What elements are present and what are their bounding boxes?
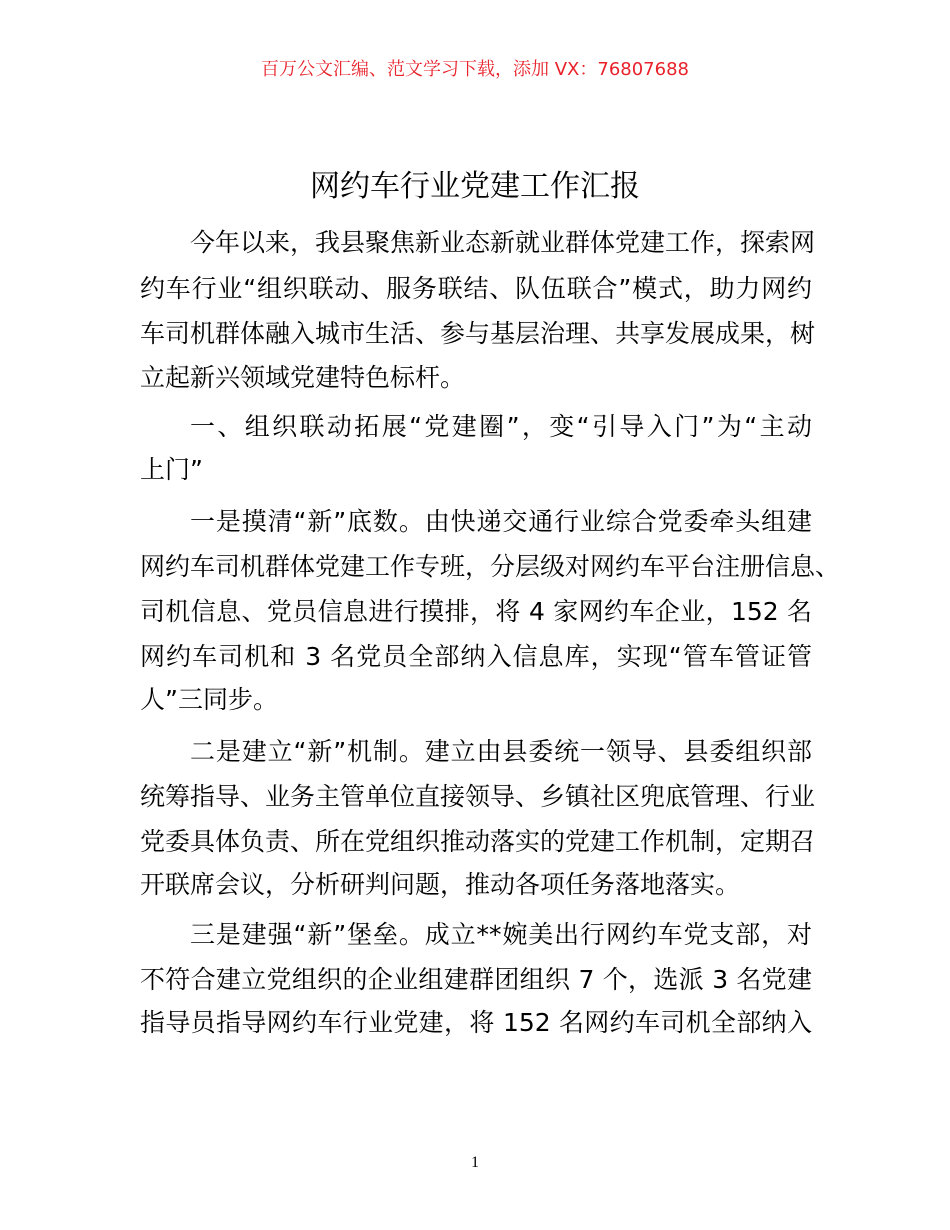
text-line: 一、组织联动拓展“党建圈”，变“引导入门”为“主动 — [190, 412, 812, 441]
text-line: 司机信息、党员信息进行摸排，将 4 家网约车企业，152 名 — [140, 597, 812, 626]
text-line: 上门” — [140, 455, 203, 484]
document-title: 网约车行业党建工作汇报 — [310, 169, 640, 204]
text-line: 一是摸清“新”底数。由快递交通行业综合党委牵头组建 — [190, 507, 812, 536]
text-line: 不符合建立党组织的企业组建群团组织 7 个，选派 3 名党建 — [140, 965, 812, 994]
text-line: 车司机群体融入城市生活、参与基层治理、共享发展成果，树 — [140, 319, 816, 348]
text-line: 党委具体负责、所在党组织推动落实的党建工作机制，定期召 — [140, 827, 816, 856]
watermark-header: 百万公文汇编、范文学习下载，添加 VX：76807688 — [261, 59, 689, 80]
text-line: 约车行业“组织联动、服务联结、队伍联合”模式，助力网约 — [140, 274, 812, 303]
text-line: 三是建强“新”堡垒。成立**婉美出行网约车党支部，对 — [190, 920, 812, 949]
text-line: 人”三同步。 — [140, 685, 278, 714]
text-line: 网约车司机群体党建工作专班，分层级对网约车平台注册信息、 — [140, 552, 841, 581]
text-line: 指导员指导网约车行业党建，将 152 名网约车司机全部纳入 — [140, 1008, 812, 1037]
text-line: 网约车司机和 3 名党员全部纳入信息库，实现“管车管证管 — [140, 642, 812, 671]
text-line: 开联席会议，分析研判问题，推动各项任务落地落实。 — [140, 870, 741, 899]
text-line: 二是建立“新”机制。建立由县委统一领导、县委组织部 — [190, 737, 812, 766]
text-line: 统筹指导、业务主管单位直接领导、乡镇社区兜底管理、行业 — [140, 782, 816, 811]
text-line: 立起新兴领域党建特色标杆。 — [140, 363, 466, 392]
text-line: 今年以来，我县聚焦新业态新就业群体党建工作，探索网 — [190, 228, 816, 257]
page-number: 1 — [471, 1154, 479, 1171]
